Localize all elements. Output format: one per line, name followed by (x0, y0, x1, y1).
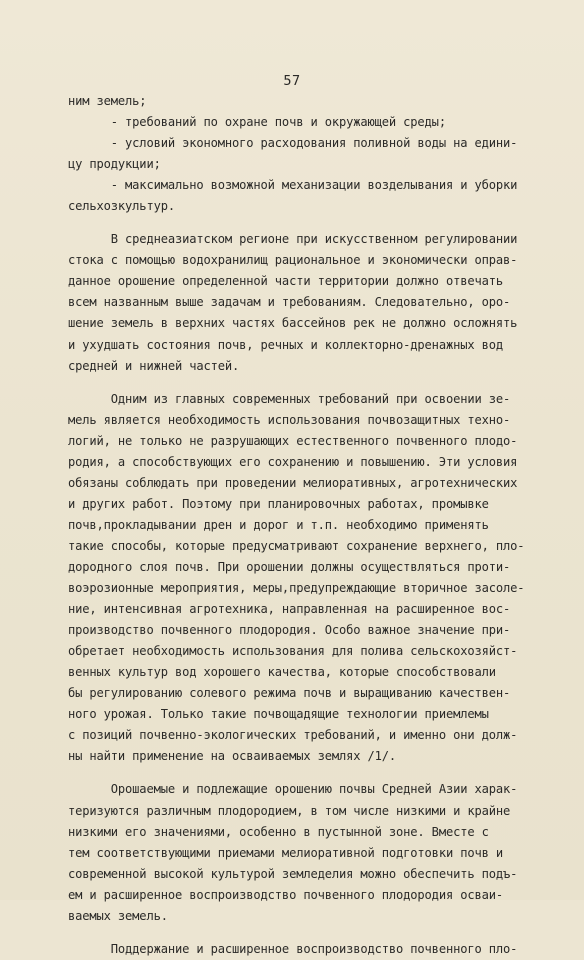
text-line: обязаны соблюдать при проведении мелиоративных, агротехнических (68, 475, 518, 490)
text-line: ние, интенсивная агротехника, направленная на расширенное вос- (68, 602, 511, 617)
text-line: цу продукции; (68, 157, 161, 172)
text-line: - требований по охране почв и окружающей среды; (68, 115, 446, 130)
text-line: низкими его значениями, особенно в пустынной зоне. Вместе с (68, 824, 489, 839)
paragraph-gap (68, 927, 528, 939)
paragraph (68, 389, 528, 768)
text-line: стока с помощью водохранилищ рациональное и экономически оправ- (68, 253, 518, 268)
paragraph (68, 91, 528, 217)
text-line: ного урожая. Только такие почвощадящие технологии приемлемы (68, 707, 489, 722)
text-line: с позиций почвенно-экологических требований, и именно они долж- (68, 728, 518, 743)
text-line: средней и нижней частей. (68, 358, 240, 373)
text-line: Поддержание и расширенное воспроизводство почвенного пло- (68, 941, 518, 956)
text-line: ем и расширенное воспроизводство почвенного плодородия осваи- (68, 887, 503, 902)
text-line: и ухудшать состояния почв, речных и коллекторно-дренажных вод (68, 337, 503, 352)
paragraph (68, 939, 528, 960)
text-line: Орошаемые и подлежащие орошению почвы Средней Азии харак- (68, 782, 518, 797)
paragraph-gap (68, 377, 528, 389)
text-line: ваемых земель. (68, 908, 168, 923)
paragraph (68, 779, 528, 926)
text-line: современной высокой культурой земледелия можно обеспечить подъ- (68, 866, 518, 881)
text-line: логий, не только не разрушающих естественного почвенного плодо- (68, 433, 518, 448)
text-line: шение земель в верхних частях бассейнов рек не должно осложнять (68, 316, 518, 331)
text-line: и других работ. Поэтому при планировочных работах, промывке (68, 496, 489, 511)
text-line: венных культур вод хорошего качества, которые способствовали (68, 665, 496, 680)
body-text (68, 91, 528, 960)
text-line: всем названным выше задачам и требованиям. Следовательно, оро- (68, 295, 511, 310)
text-line: данное орошение определенной части территории должно отвечать (68, 274, 503, 289)
text-line: воэрозионные мероприятия, меры,предупреждающие вторичное засоле- (68, 581, 525, 596)
text-line: ним земель; (68, 94, 147, 108)
text-line: обретает необходимость использования для полива сельскохозяйст- (68, 644, 518, 659)
text-line: бы регулированию солевого режима почв и выращиванию качествен- (68, 686, 511, 701)
text-line: производство почвенного плодородия. Особо важное значение при- (68, 623, 511, 638)
text-line: такие способы, которые предусматривают сохранение верхнего, пло- (68, 538, 525, 553)
text-line: - условий экономного расходования поливной воды на едини- (68, 136, 518, 151)
text-line: тем соответствующими приемами мелиоративной подготовки почв и (68, 845, 503, 860)
text-line: ны найти применение на осваиваемых землях /1/. (68, 749, 397, 764)
text-line: Одним из главных современных требований при освоении зе- (68, 391, 511, 406)
text-line: В среднеазиатском регионе при искусственном регулировании (68, 232, 518, 247)
paragraph-gap (68, 767, 528, 779)
text-line: теризуются различным плодородием, в том числе низкими и крайне (68, 803, 511, 818)
text-line: мель является необходимость использования почвозащитных техно- (68, 412, 511, 427)
paragraph (68, 229, 528, 376)
paragraph-gap (68, 217, 528, 229)
text-line: - максимально возможной механизации возделывания и уборки (68, 178, 518, 193)
text-line: сельхозкультур. (68, 199, 175, 214)
text-line: дородного слоя почв. При орошении должны осуществляться проти- (68, 559, 511, 574)
page-number: 57 (283, 73, 301, 89)
text-line: родия, а способствующих его сохранению и повышению. Эти условия (68, 454, 518, 469)
text-line: почв,прокладывании дрен и дорог и т.п. необходимо применять (68, 517, 489, 532)
